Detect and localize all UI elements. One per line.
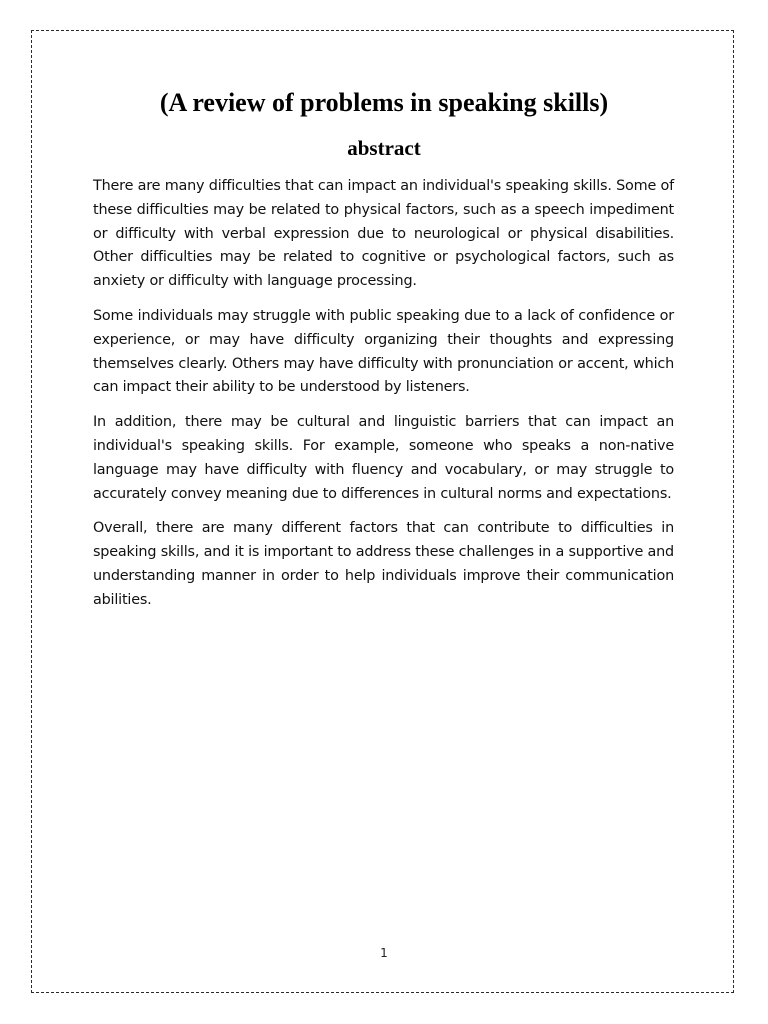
document-title: (A review of problems in speaking skills) (159, 88, 609, 117)
section-heading: abstract (347, 136, 421, 160)
abstract-body (93, 175, 674, 624)
page-number: 1 (380, 946, 388, 960)
paragraph: Some individuals may struggle with public speaking due to a lack of confidence or experience, or may have difficulty organizing their thoughts and expressing themselves clearly. Others may have difficulty with pronunciation or accent, which can impact their ability to be understood by listeners. (93, 307, 674, 396)
paragraph: Overall, there are many different factors that can contribute to difficulties in speaking skills, and it is important to address these challenges in a supportive and understanding manner in order to help individuals improve their communication abilities. (93, 520, 674, 608)
paragraph: In addition, there may be cultural and linguistic barriers that can impact an individual's speaking skills. For example, someone who speaks a non-native language may have difficulty with fluency and vocabulary, or may struggle to accurately convey meaning due to differences in cultural norms and expectations. (93, 414, 674, 502)
paragraph: There are many difficulties that can impact an individual's speaking skills. Some of these difficulties may be related to physical factors, such as a speech impediment or difficulty with verbal expression due to neurological or physical disabilities. Other difficulties may be related to cognitive or psychological factors, such as anxiety or difficulty with language processing. (93, 178, 674, 290)
